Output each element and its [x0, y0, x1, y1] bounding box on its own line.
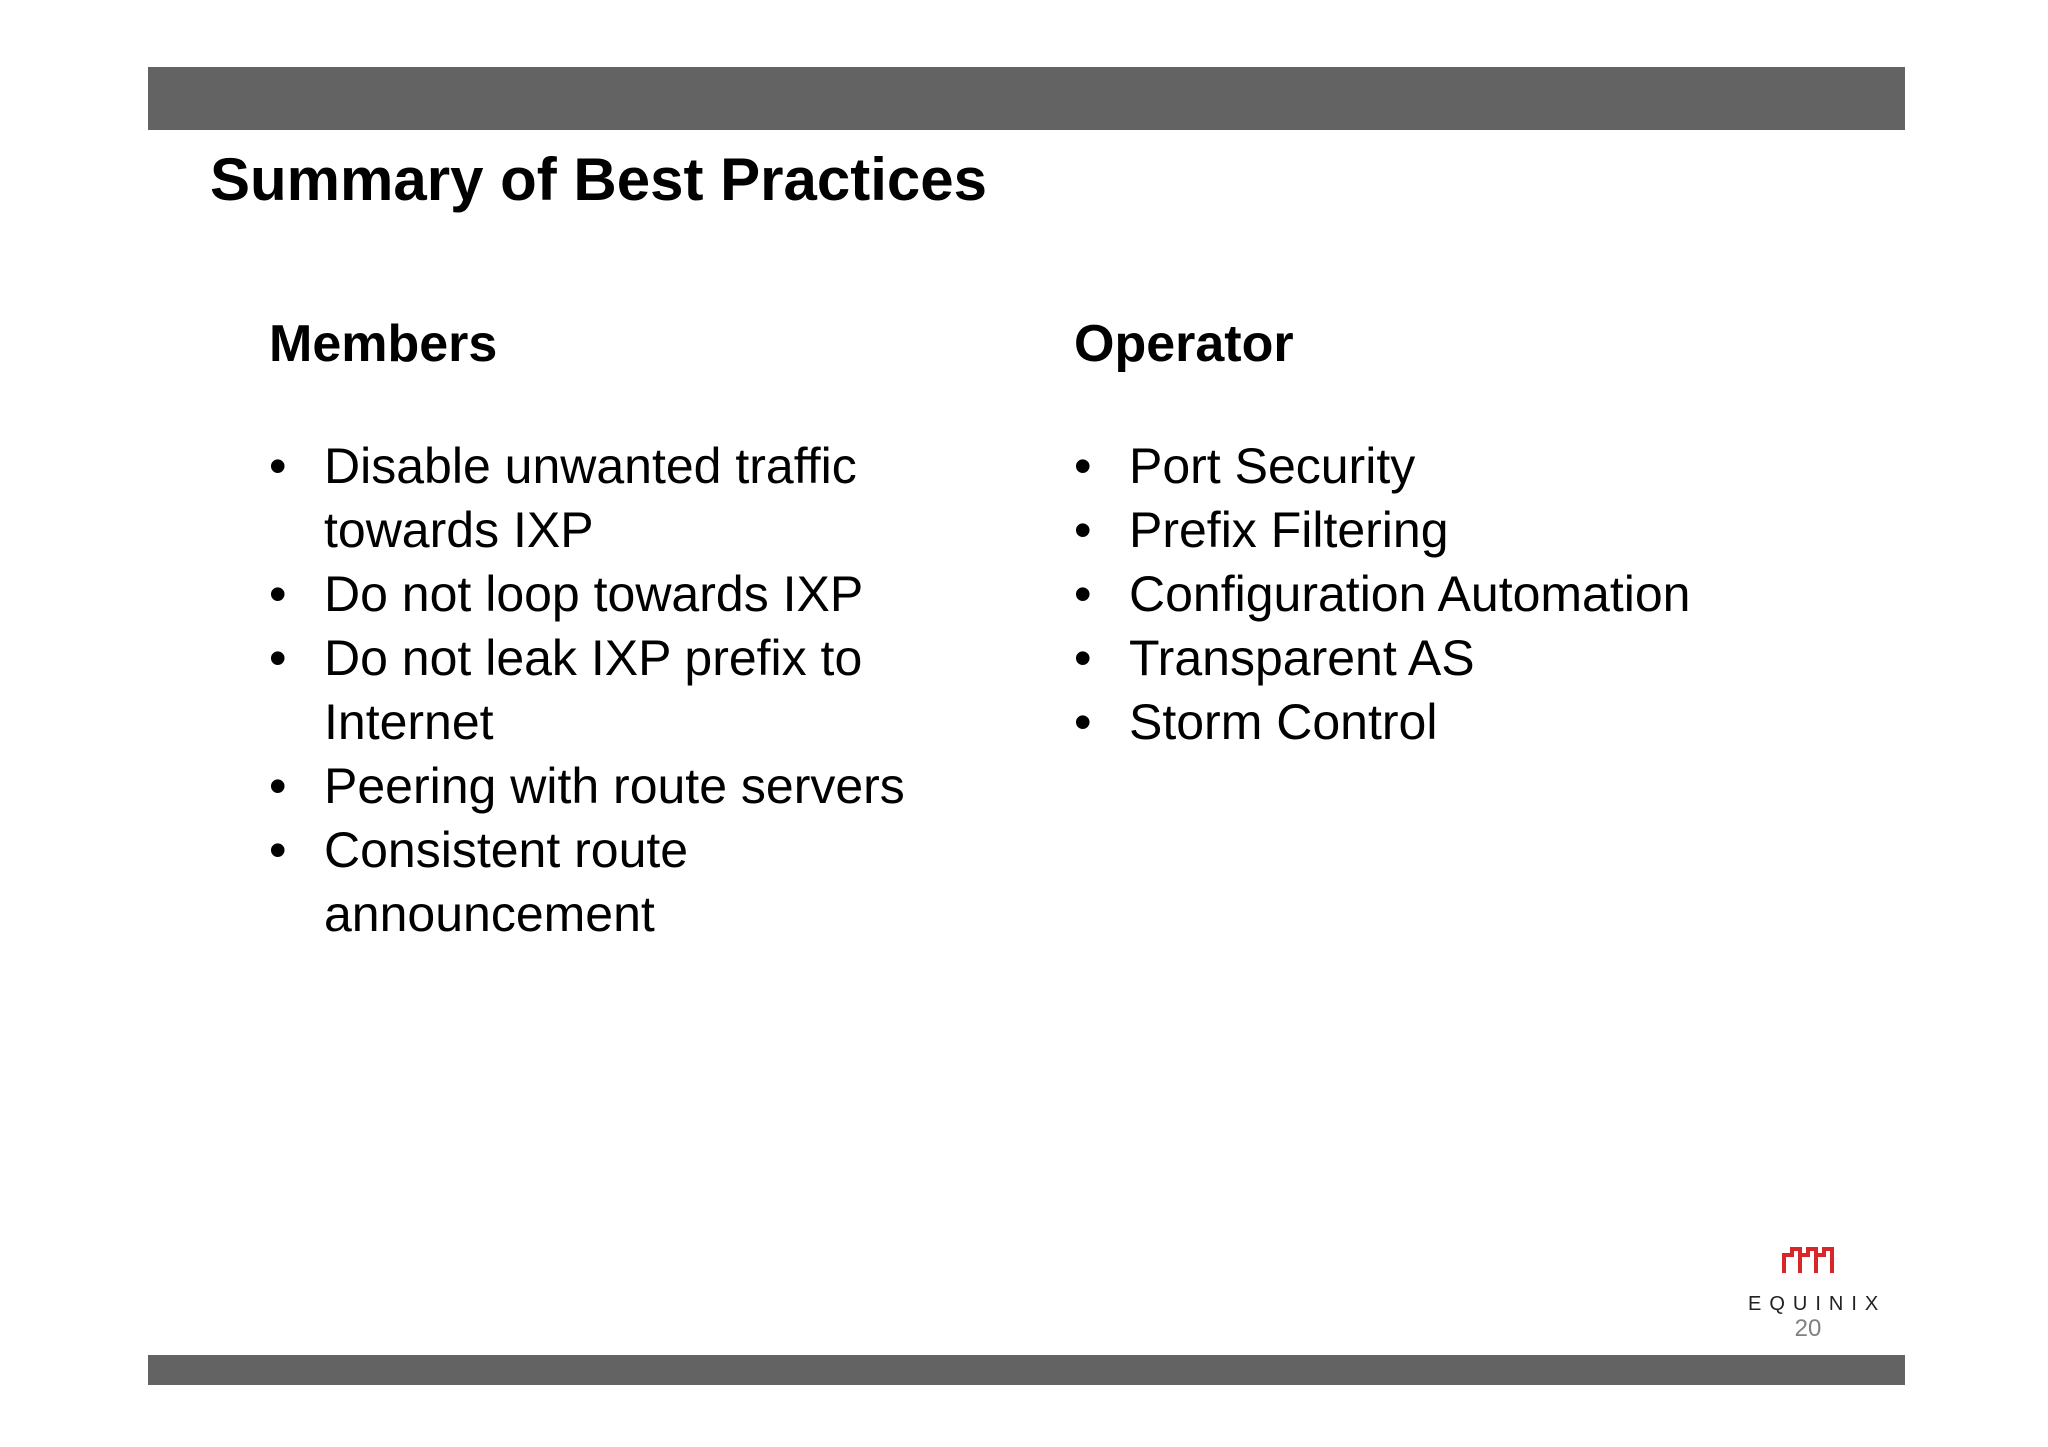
bullet-icon: • — [1074, 502, 1092, 558]
bullet-icon: • — [269, 630, 287, 686]
members-list-item — [269, 562, 1029, 626]
operator-list-item — [1074, 690, 1854, 754]
operator-list — [1074, 434, 1854, 754]
members-heading: Members — [269, 315, 498, 373]
operator-item-text: Configuration Automation — [1129, 566, 1691, 622]
operator-list-item — [1074, 434, 1854, 498]
bullet-icon: • — [1074, 694, 1092, 750]
bullet-icon: • — [269, 566, 287, 622]
members-list-item — [269, 434, 1029, 562]
operator-list-item — [1074, 562, 1854, 626]
members-column — [269, 312, 1029, 942]
operator-item-text: Transparent AS — [1129, 630, 1475, 686]
equinix-logo — [1740, 1245, 1887, 1315]
operator-column — [1074, 312, 1854, 750]
page-number: 20 — [1794, 1315, 1822, 1342]
members-list-item — [269, 626, 1029, 754]
operator-item-text: Port Security — [1129, 438, 1416, 494]
members-item-text: Do not leak IXP prefix to Internet — [324, 630, 863, 750]
bullet-icon: • — [1074, 566, 1092, 622]
bullet-icon: • — [1074, 438, 1092, 494]
members-item-text: Disable unwanted traffic towards IXP — [324, 438, 857, 558]
bullet-icon: • — [269, 822, 287, 878]
operator-item-text: Storm Control — [1129, 694, 1438, 750]
members-item-text: Consistent route announcement — [324, 822, 689, 942]
bottom-footer-bar — [148, 1355, 1905, 1385]
members-list-item — [269, 754, 1029, 818]
operator-heading: Operator — [1074, 315, 1294, 373]
logo-text: EQUINIX — [1748, 1293, 1887, 1315]
top-header-bar — [148, 67, 1905, 130]
members-list-item — [269, 818, 1029, 946]
members-list — [269, 434, 1029, 946]
members-item-text: Peering with route servers — [324, 758, 905, 814]
operator-list-item — [1074, 498, 1854, 562]
bullet-icon: • — [1074, 630, 1092, 686]
members-item-text: Do not loop towards IXP — [324, 566, 864, 622]
equinix-logo-icon — [1782, 1245, 1834, 1279]
operator-list-item — [1074, 626, 1854, 690]
bullet-icon: • — [269, 758, 287, 814]
operator-item-text: Prefix Filtering — [1129, 502, 1449, 558]
slide-title: Summary of Best Practices — [210, 146, 988, 213]
bullet-icon: • — [269, 438, 287, 494]
logo-mark — [1784, 1249, 1832, 1273]
